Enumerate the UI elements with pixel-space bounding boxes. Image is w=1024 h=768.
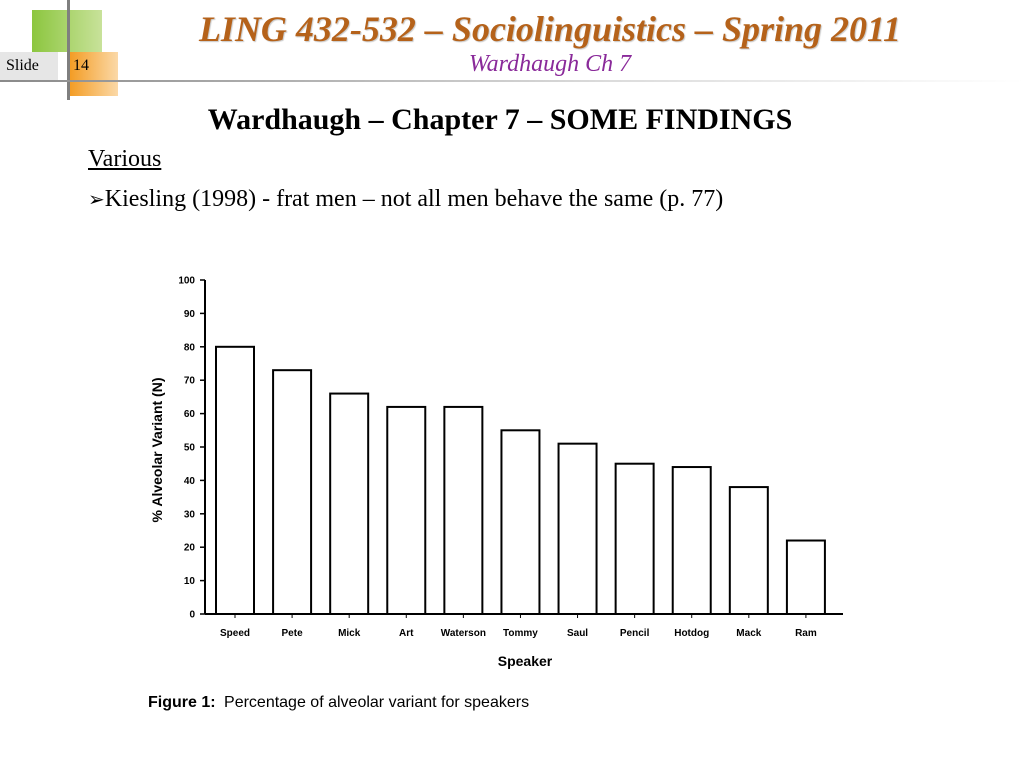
bar — [501, 430, 539, 614]
bar — [673, 467, 711, 614]
y-axis-title: % Alveolar Variant (N) — [149, 377, 165, 523]
header-horizontal-rule — [0, 80, 1024, 82]
bar — [387, 407, 425, 614]
y-axis — [178, 276, 205, 621]
x-tick-label: Tommy — [503, 628, 538, 639]
y-tick-label: 30 — [183, 509, 195, 521]
x-tick-label: Mick — [338, 628, 361, 639]
bullet-text: Kiesling (1998) - frat men – not all men behave the same (p. 77) — [104, 186, 724, 212]
bars — [216, 347, 825, 614]
x-tick-label: Speed — [219, 628, 251, 639]
x-tick-label: Pencil — [619, 628, 650, 639]
y-tick-label: 70 — [183, 375, 195, 387]
slide-number: 14 — [73, 57, 89, 74]
course-title: LING 432-532 – Sociolinguistics – Spring 2011 — [198, 9, 902, 49]
y-tick-label: 50 — [183, 442, 195, 454]
figure-caption-label: Figure 1: — [148, 694, 216, 711]
y-tick-label: 100 — [178, 275, 195, 287]
course-subtitle: Wardhaugh Ch 7 — [468, 51, 632, 77]
bar — [216, 347, 254, 614]
bar — [616, 464, 654, 614]
slide-heading: Wardhaugh – Chapter 7 – SOME FINDINGS — [207, 103, 793, 136]
bar — [559, 444, 597, 614]
figure-caption — [148, 694, 529, 711]
figure-caption-text: Percentage of alveolar variant for speakers — [224, 694, 530, 711]
bar — [273, 370, 311, 614]
y-tick-label: 80 — [183, 342, 195, 354]
bar — [730, 487, 768, 614]
slide-label: Slide — [6, 57, 39, 74]
x-tick-label: Ram — [795, 628, 817, 639]
x-tick-label: Pete — [281, 628, 303, 639]
x-tick-label: Saul — [566, 628, 589, 639]
bar — [444, 407, 482, 614]
y-tick-label: 40 — [183, 475, 195, 487]
y-tick-label: 10 — [183, 576, 195, 588]
bullet-arrow-icon: ➢ — [88, 189, 105, 211]
bullet-item — [88, 186, 723, 213]
x-tick-label: Hotdog — [674, 628, 710, 639]
bar — [787, 541, 825, 614]
x-tick-label: Waterson — [440, 628, 486, 639]
y-tick-label: 90 — [183, 308, 195, 320]
y-tick-label: 0 — [189, 609, 195, 621]
x-tick-label: Mack — [736, 628, 762, 639]
bar-chart — [140, 260, 860, 730]
x-tick-label: Art — [399, 628, 414, 639]
bar — [330, 394, 368, 614]
x-axis-title: Speaker — [497, 653, 553, 669]
y-tick-label: 60 — [183, 409, 195, 421]
section-label: Various — [88, 146, 162, 172]
x-axis — [205, 614, 843, 639]
y-tick-label: 20 — [183, 542, 195, 554]
